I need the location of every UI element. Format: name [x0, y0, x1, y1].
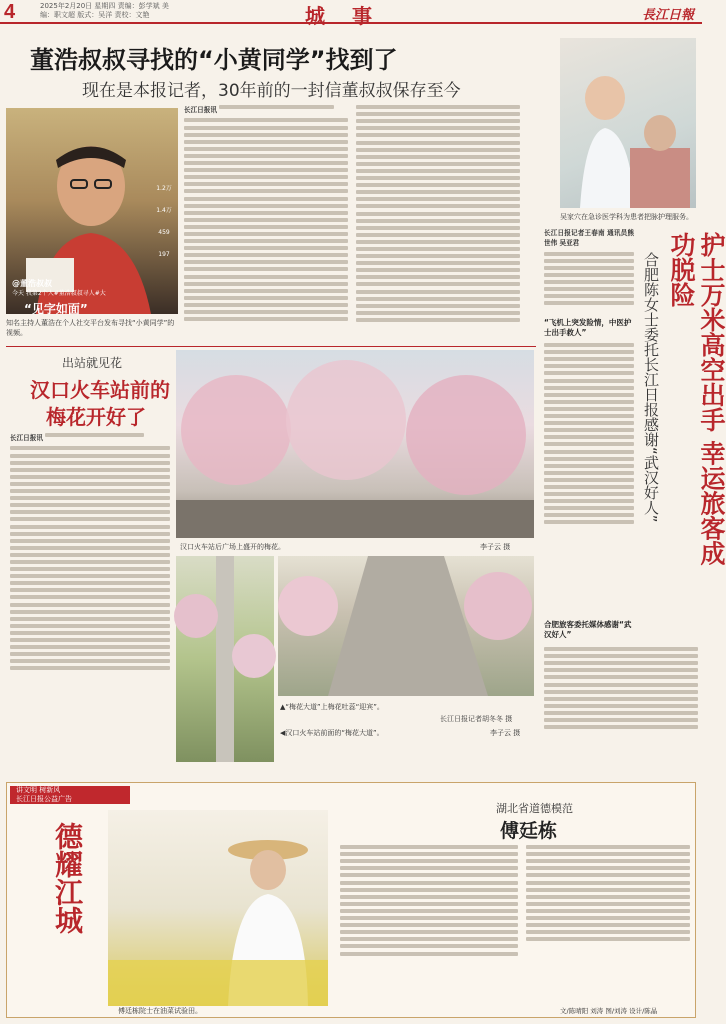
photo-screen-text: “见字如面”: [24, 302, 88, 316]
lead-headline: 董浩叔叔寻找的“小黄同学”找到了: [30, 46, 398, 74]
plum-caption-bottom-2: ◀汉口火车站前面的“梅花大道”。: [280, 729, 384, 737]
lead-photo-caption: 知名主持人董浩在个人社交平台发布寻找“小黄同学”的视频。: [6, 319, 175, 337]
rescue-photo: [560, 38, 696, 208]
lead-photo: [6, 108, 178, 314]
plum-top-rule: [6, 346, 536, 347]
plum-photo-bottom-right: [278, 556, 534, 696]
rescue-photo-note: 长江日报记者王春南 通讯员熊世伟 吴亚君: [544, 229, 634, 248]
plum-article-col-1: [10, 430, 170, 764]
share-count: 197: [158, 251, 170, 258]
psa-text-col-2: [526, 842, 690, 998]
plum-headline-1: 汉口火车站前的: [30, 378, 170, 402]
lead-byline: 长江日报讯: [184, 106, 217, 115]
plum-headline-2: 梅花开好了: [46, 405, 146, 429]
plum-caption-bottom-1: ▲“梅花大道”上梅花吐蕊“迎宾”。: [280, 703, 384, 711]
favorite-count: 459: [158, 229, 170, 236]
page-header: [0, 0, 702, 28]
psa-credit: 文/陈晴阳 刘涛 图/刘涛 设计/陈晶: [560, 1007, 658, 1015]
plum-tree-icon: [176, 350, 534, 538]
scientist-in-field-icon: [108, 810, 328, 1006]
plum-photo-top: [176, 350, 534, 538]
rescue-subhead-2: 合肥旅客委托媒体感谢“武汉好人”: [544, 620, 632, 639]
like-count: 1.2万: [156, 185, 172, 192]
plum-caption-top: 汉口火车站后广场上盛开的梅花。: [180, 543, 285, 551]
psa-honor: 湖北省道德模范: [496, 802, 573, 815]
social-counts: [154, 178, 174, 266]
psa-text-col-1: [340, 842, 518, 1010]
newspaper-logo: 長江日報: [641, 8, 694, 23]
lead-article-col-2: [356, 102, 520, 338]
page-number: 4: [4, 1, 16, 23]
photo-overlay-line: 今天 我第2个人#董浩叔叔寻人#大: [12, 290, 106, 297]
psa-photo: [108, 810, 328, 1006]
psa-column-tag: [10, 786, 130, 804]
comment-count: 1.4万: [156, 207, 172, 214]
plum-credit-bottom-1: 长江日报记者胡冬冬 摄: [440, 715, 513, 723]
plum-road-icon: [278, 556, 534, 696]
psa-slogan: 德耀江城: [51, 822, 84, 934]
rescue-subhead: 合肥陈女士委托长江日报感谢“武汉好人”: [642, 252, 660, 523]
rescue-headline: 护士万米高空出手 幸运旅客成功脱险: [667, 232, 726, 566]
plum-credit-bottom-2: 李子云 摄: [490, 729, 521, 737]
psa-name: 傅廷栋: [500, 820, 558, 842]
plum-byline: 长江日报讯: [10, 434, 43, 443]
section-title: 城 事: [305, 4, 382, 28]
psa-photo-caption: 傅廷栋院士在油菜试验田。: [118, 1007, 202, 1015]
rescue-article-col-2: [544, 340, 634, 614]
rescue-subhead-1: “飞机上突发险情，中医护士出手救人”: [544, 318, 632, 337]
psa-tag-text: 讲文明 树新风: [16, 786, 61, 794]
page-meta: 2025年2月20日 星期四 责编：彭学斌 美编：职文超 版式：吴洋 责校：文艳: [40, 2, 169, 19]
rescue-article-col-3: [544, 644, 698, 778]
plum-avenue-icon: [176, 556, 274, 762]
plum-kicker: 出站就见花: [62, 356, 123, 370]
nurse-icon: [560, 38, 696, 208]
lead-subhead: 现在是本报记者，30年前的一封信董叔叔保存至今: [82, 81, 461, 101]
plum-credit-top: 李子云 摄: [480, 543, 511, 551]
photo-overlay-user: @董浩叔叔: [12, 279, 52, 288]
psa-tag-text-2: 长江日报公益广告: [16, 795, 72, 803]
plum-photo-bottom-left: [176, 556, 274, 762]
rescue-photo-caption: 吴家穴在急诊医学科为患者把脉护理服务。: [560, 213, 693, 221]
lead-article-col-1: [184, 102, 348, 338]
